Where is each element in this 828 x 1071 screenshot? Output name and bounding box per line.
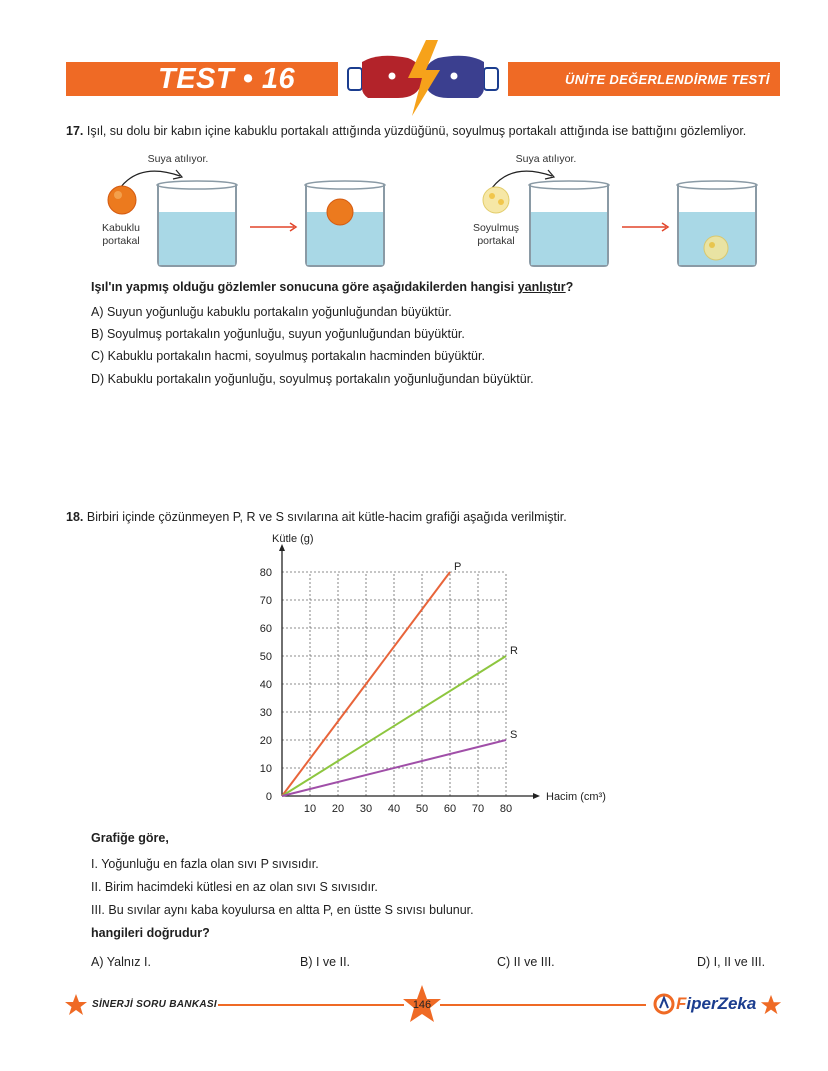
throw-label-left: Suya atılıyor. <box>147 153 209 165</box>
x-tick-label: 80 <box>499 803 513 815</box>
peeled-orange-label: Kabuklu portakal <box>102 222 140 247</box>
q17-number: 17. <box>66 124 84 138</box>
beaker-icon <box>157 181 237 266</box>
q18-option-b[interactable]: B) I ve II. <box>300 955 351 969</box>
q18-option-a[interactable]: A) Yalnız I. <box>91 955 151 969</box>
brand-star-icon <box>760 994 782 1016</box>
series-label-r: R <box>510 645 518 657</box>
q17-option-b[interactable]: B) Soyulmuş portakalın yoğunluğu, suyun yoğunluğundan büyüktür. <box>91 327 465 341</box>
y-axis-label: Kütle (g) <box>272 533 314 545</box>
q17-option-a[interactable]: A) Suyun yoğunluğu kabuklu portakalın yoğunluğundan büyüktür. <box>91 305 452 319</box>
q18-option-d[interactable]: D) I, II ve III. <box>697 955 766 969</box>
page-number: 146 <box>412 999 432 1011</box>
q17-option-c[interactable]: C) Kabuklu portakalın hacmi, soyulmuş portakalın hacminden büyüktür. <box>91 349 485 363</box>
y-axis-arrow <box>279 544 285 551</box>
series-label-p: P <box>454 561 462 573</box>
y-tick-label: 30 <box>259 707 272 719</box>
q18-statement-1: I. Yoğunluğu en fazla olan sıvı P sıvısıdır. <box>91 857 319 871</box>
q17-question: Işıl'ın yapmış olduğu gözlemler sonucuna göre aşağıdakilerden hangisi yanlıştır? <box>91 280 574 294</box>
brand-name: FiperZeka <box>676 994 757 1013</box>
y-tick-label: 70 <box>259 595 272 607</box>
footer-book-title: SİNERJİ SORU BANKASI <box>92 999 217 1010</box>
unpeeled-orange-label: Soyulmuş portakal <box>472 222 520 247</box>
throw-arrow-2 <box>492 171 552 188</box>
brand-logo-icon <box>652 992 676 1016</box>
peeled-orange-icon <box>108 186 136 214</box>
x-tick-label: 40 <box>387 803 401 815</box>
throw-label-right: Suya atılıyor. <box>515 153 577 165</box>
q18-option-c[interactable]: C) II ve III. <box>497 955 555 969</box>
q18-body: Birbiri içinde çözünmeyen P, R ve S sıvılarına ait kütle-hacim grafiği aşağıda verilmiştir. <box>86 510 567 524</box>
unit-title: ÜNİTE DEĞERLENDİRME TESTİ <box>565 72 770 87</box>
q18-number: 18. <box>66 510 84 524</box>
q17-option-d[interactable]: D) Kabuklu portakalın yoğunluğu, soyulmuş portakalın yoğunluğundan büyüktür. <box>91 372 534 386</box>
y-tick-label: 50 <box>259 651 272 663</box>
throw-arrow <box>120 171 180 188</box>
x-axis-label: Hacim (cm³) <box>546 791 606 803</box>
series-label-s: S <box>510 729 518 741</box>
q17-text <box>66 124 746 138</box>
y-tick-label: 40 <box>259 679 272 691</box>
q18-intro: Grafiğe göre, <box>91 831 169 845</box>
q18-question: hangileri doğrudur? <box>91 926 210 940</box>
x-tick-label: 50 <box>415 803 429 815</box>
x-tick-label: 20 <box>331 803 345 815</box>
q17-keyword: yanlıştır <box>517 280 566 294</box>
y-tick-label: 20 <box>259 735 272 747</box>
beaker-sunk-icon <box>677 181 757 266</box>
experiment-illustration <box>100 150 780 275</box>
x-tick-label: 60 <box>443 803 457 815</box>
x-tick-label: 70 <box>471 803 485 815</box>
mass-volume-chart <box>240 530 630 820</box>
q18-statement-3: III. Bu sıvılar aynı kaba koyulursa en altta P, en üstte S sıvısı bulunur. <box>91 903 474 917</box>
q18-text <box>66 510 567 524</box>
test-title: TEST • 16 <box>158 63 296 95</box>
footer-divider-left <box>218 1004 404 1006</box>
beaker-floating-icon <box>305 181 385 266</box>
origin-label: 0 <box>265 791 272 803</box>
footer-divider-right <box>440 1004 646 1006</box>
x-axis-arrow <box>533 793 540 799</box>
boxing-gloves-icon <box>338 38 508 118</box>
x-tick-label: 30 <box>359 803 373 815</box>
x-tick-label: 10 <box>303 803 317 815</box>
y-tick-label: 10 <box>259 763 272 775</box>
unpeeled-orange-icon <box>483 187 509 213</box>
y-tick-label: 80 <box>259 567 272 579</box>
q17-body: Işıl, su dolu bir kabın içine kabuklu portakalı attığında yüzdüğünü, soyulmuş portakalı attığında ise battığını gözlemliyor. <box>86 124 747 138</box>
y-tick-label: 60 <box>259 623 272 635</box>
star-icon <box>64 993 88 1017</box>
q18-statement-2: II. Birim hacimdeki kütlesi en az olan sıvı S sıvısıdır. <box>91 880 378 894</box>
beaker-icon-2 <box>529 181 609 266</box>
